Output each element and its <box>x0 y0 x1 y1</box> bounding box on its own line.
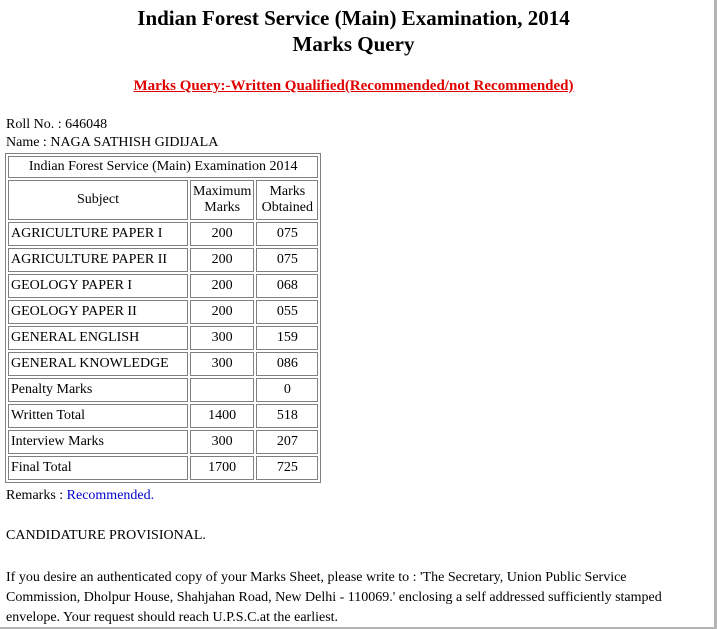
remarks-value: Recommended. <box>66 488 155 503</box>
marks-obtained-cell: 075 <box>256 222 318 246</box>
table-row <box>8 430 318 454</box>
authenticated-copy-note: If you desire an authenticated copy of your Marks Sheet, please write to : 'The Secretary, Union Public Service Commission, Dholpur House, Shahjahan Road, New Delhi - 110069.' enclosing a self addressed sufficiently stamped envelope. Your request should reach U.P.S.C.at the earliest. <box>6 570 662 625</box>
subject-cell: Written Total <box>8 404 188 428</box>
table-row <box>8 378 318 402</box>
roll-number-value: 646048 <box>65 117 108 132</box>
marks-obtained-cell: 159 <box>256 326 318 350</box>
subject-cell: Interview Marks <box>8 430 188 454</box>
column-header-obtained-line2: Obtained <box>261 200 313 215</box>
marks-obtained-cell: 086 <box>256 352 318 376</box>
subject-cell: Penalty Marks <box>8 378 188 402</box>
column-header-maximum-line2: Marks <box>204 200 241 215</box>
roll-number-label: Roll No. : <box>6 117 66 132</box>
page-title: Indian Forest Service (Main) Examination, 2014 <box>137 6 570 30</box>
subject-cell: GENERAL KNOWLEDGE <box>8 352 188 376</box>
column-header-marks-obtained <box>256 180 318 220</box>
column-header-maximum-marks <box>190 180 254 220</box>
maximum-marks-cell: 200 <box>190 274 254 298</box>
remarks-line <box>6 488 154 504</box>
maximum-marks-cell: 200 <box>190 222 254 246</box>
table-caption-row <box>8 156 318 178</box>
column-header-maximum-line1: Maximum <box>193 184 252 199</box>
candidature-provisional-text: CANDIDATURE PROVISIONAL. <box>6 528 206 543</box>
marks-obtained-cell: 0 <box>256 378 318 402</box>
column-header-obtained-line1: Marks <box>269 184 306 199</box>
maximum-marks-cell: 300 <box>190 430 254 454</box>
candidate-name-line <box>6 134 218 152</box>
candidate-name-label: Name : <box>6 135 51 150</box>
maximum-marks-cell: 1700 <box>190 456 254 480</box>
marks-obtained-cell: 518 <box>256 404 318 428</box>
maximum-marks-cell: 1400 <box>190 404 254 428</box>
table-row <box>8 300 318 324</box>
subject-cell: GENERAL ENGLISH <box>8 326 188 350</box>
marks-obtained-cell: 068 <box>256 274 318 298</box>
maximum-marks-cell: 300 <box>190 326 254 350</box>
marks-query-link[interactable]: Marks Query:-Written Qualified(Recommended/not Recommended) <box>133 78 574 94</box>
marks-obtained-cell: 725 <box>256 456 318 480</box>
column-header-subject: Subject <box>8 180 188 220</box>
marks-obtained-cell: 055 <box>256 300 318 324</box>
maximum-marks-cell: 300 <box>190 352 254 376</box>
table-row <box>8 456 318 480</box>
subject-cell: Final Total <box>8 456 188 480</box>
table-row <box>8 248 318 272</box>
subject-cell: GEOLOGY PAPER I <box>8 274 188 298</box>
table-header-row <box>8 180 318 220</box>
marks-table <box>5 153 321 483</box>
candidate-name-value: NAGA SATHISH GIDIJALA <box>50 135 219 150</box>
marks-obtained-cell: 207 <box>256 430 318 454</box>
table-row <box>8 352 318 376</box>
marks-obtained-cell: 075 <box>256 248 318 272</box>
subject-cell: AGRICULTURE PAPER II <box>8 248 188 272</box>
subject-cell: AGRICULTURE PAPER I <box>8 222 188 246</box>
table-row <box>8 326 318 350</box>
table-caption: Indian Forest Service (Main) Examination 2014 <box>8 156 318 178</box>
roll-number-line <box>6 116 107 134</box>
page-subtitle: Marks Query <box>292 32 415 56</box>
remarks-label: Remarks : <box>6 488 67 503</box>
table-row <box>8 222 318 246</box>
maximum-marks-cell <box>190 378 254 402</box>
subject-cell: GEOLOGY PAPER II <box>8 300 188 324</box>
maximum-marks-cell: 200 <box>190 300 254 324</box>
table-row <box>8 404 318 428</box>
maximum-marks-cell: 200 <box>190 248 254 272</box>
table-row <box>8 274 318 298</box>
